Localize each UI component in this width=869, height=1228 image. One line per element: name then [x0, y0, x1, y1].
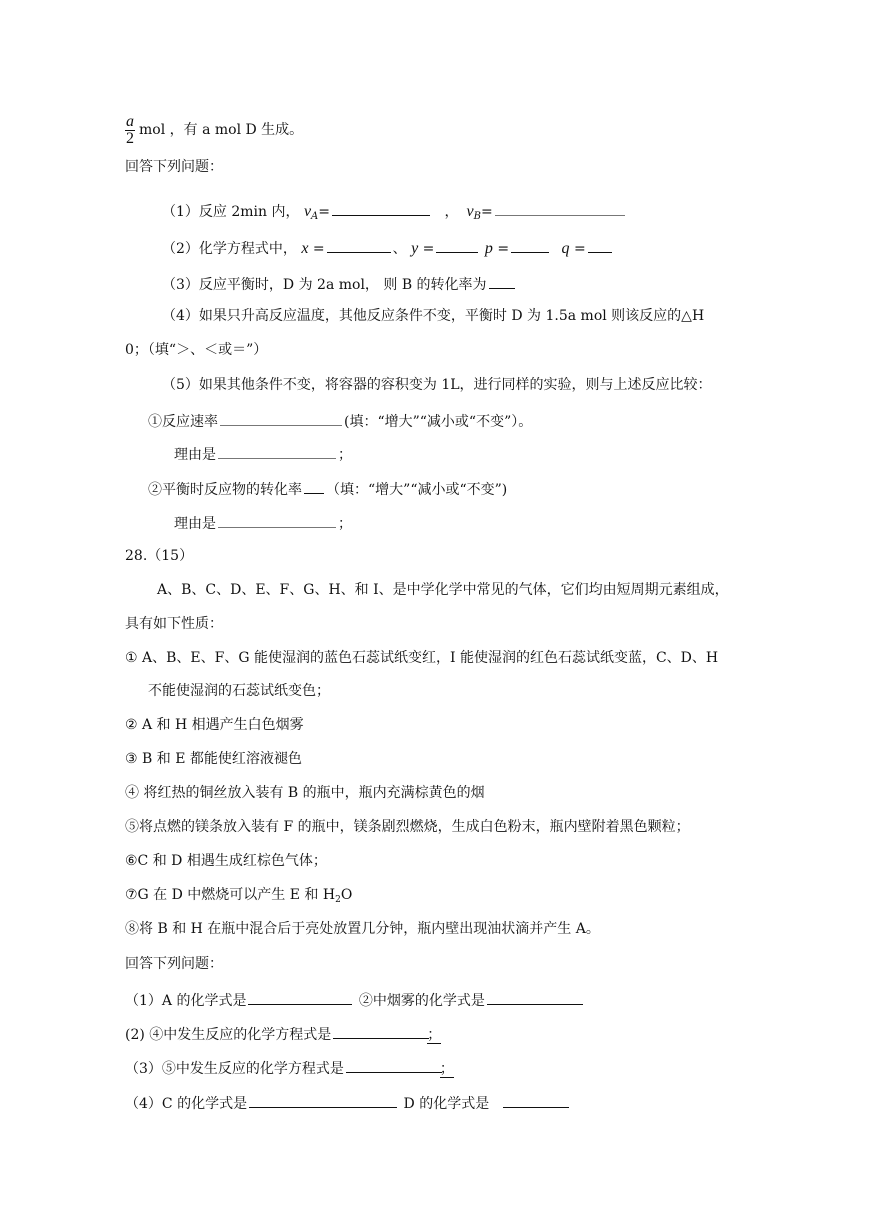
blank-p[interactable] — [511, 236, 549, 253]
blank-x[interactable] — [327, 236, 391, 253]
q28-answer-1-label: （1）A 的化学式是 — [125, 993, 247, 1009]
fraction-line-text: mol ，有 a mol D 生成。 — [139, 122, 304, 138]
equals-sign: = — [492, 241, 510, 257]
q28-answer-1 — [125, 988, 585, 1011]
var-sub-a: A — [311, 211, 319, 222]
semicolon: ； — [439, 1061, 454, 1077]
q28-answer-2 — [125, 1022, 441, 1045]
blank-y[interactable] — [436, 236, 478, 253]
reason-line-2 — [174, 511, 352, 534]
q27-part5: （5）如果其他条件不变，将容器的容积变为 1L，进行同样的实验，则与上述反应比较： — [162, 377, 712, 393]
q28-answer-1-smoke-label: ②中烟雾的化学式是 — [358, 993, 485, 1009]
q27-part1 — [162, 199, 627, 227]
q28-prop-3: ③ B 和 E 都能使红溶液褪色 — [125, 751, 302, 767]
blank-vb[interactable] — [495, 199, 625, 216]
answer-prompt-2: 回答下列问题： — [125, 956, 223, 972]
blank-reaction-rate[interactable] — [220, 409, 342, 426]
q27-part5-2-label: ②平衡时反应物的转化率 — [148, 482, 302, 498]
q27-part4-line2: 0；（填“＞、＜或＝”） — [125, 342, 268, 358]
q27-part5-2-hint: （填：“增大”“减小或“不变”) — [326, 482, 508, 498]
blank-eq-5[interactable] — [346, 1056, 442, 1073]
equals-sign: = — [480, 204, 493, 220]
q28-prop-1-cont: 不能使湿润的石蕊试纸变色； — [148, 683, 330, 699]
var-x: x — [301, 240, 309, 257]
reason-line-1 — [174, 442, 352, 465]
q27-part2 — [162, 236, 614, 259]
semicolon: ； — [338, 516, 352, 532]
q28-answer-4-label: （4）C 的化学式是 — [125, 1096, 248, 1112]
blank-smoke-formula[interactable] — [487, 988, 583, 1005]
q28-prop-1: ① A、B、E、F、G 能使湿润的蓝色石蕊试纸变红，I 能使湿润的红色石蕊试纸变蓝，C、D、H — [125, 650, 719, 666]
q28-prop-6: ⑥C 和 D 相遇生成红棕色气体； — [125, 853, 327, 869]
q27-part3-text: （3）反应平衡时，D 为 2a mol， 则 B 的转化率为 — [162, 277, 487, 293]
q27-part5-1-label: ①反应速率 — [148, 414, 218, 430]
q28-answer-4-d-label: D 的化学式是 — [403, 1096, 490, 1112]
q28-prop-7-text: ⑦G 在 D 中燃烧可以产生 E 和 H — [125, 887, 336, 903]
q27-part4-line1: （4）如果只升高反应温度，其他反应条件不变，平衡时 D 为 1.5a mol 则该反应的△H — [162, 308, 705, 324]
var-y: y — [411, 240, 419, 257]
var-q: q — [561, 240, 570, 257]
var-p: p — [484, 240, 493, 257]
equals-sign: = — [418, 241, 435, 257]
q28-prop-2: ② A 和 H 相遇产生白色烟雾 — [125, 717, 304, 733]
fraction — [125, 114, 135, 147]
blank-conversion-rate[interactable] — [304, 477, 324, 494]
fraction-denominator: 2 — [126, 129, 134, 147]
blank-reason-1[interactable] — [218, 442, 336, 459]
comma: ， — [444, 204, 459, 220]
separator: 、 — [392, 241, 407, 257]
answer-prompt-1: 回答下列问题： — [125, 159, 223, 175]
blank-eq-4[interactable] — [333, 1022, 429, 1039]
equals-sign: = — [569, 241, 586, 257]
q28-answer-3 — [125, 1056, 454, 1079]
q28-intro-2: 具有如下性质： — [125, 616, 223, 632]
q27-part5-1-hint: (填：“增大”“减小或“不变”）。 — [344, 414, 533, 430]
q28-intro-1: A、B、C、D、E、F、G、H、和 I、是中学化学中常见的气体，它们均由短周期元素组成， — [157, 582, 729, 598]
q27-part1-prefix: （1）反应 2min 内， — [162, 204, 300, 220]
reason-label: 理由是 — [174, 516, 216, 532]
reason-label: 理由是 — [174, 447, 216, 463]
q28-prop-5: ⑤将点燃的镁条放入装有 F 的瓶中，镁条剧烈燃烧，生成白色粉末，瓶内壁附着黑色颗粒； — [125, 819, 690, 835]
blank-b-conversion[interactable] — [489, 272, 515, 289]
fraction-numerator: a — [126, 112, 134, 130]
q27-part2-prefix: （2）化学方程式中， — [162, 241, 297, 257]
var-v: v — [466, 203, 474, 220]
q28-prop-4: ④ 将红热的铜丝放入装有 B 的瓶中，瓶内充满棕黄色的烟 — [125, 785, 485, 801]
var-sub-b: B — [473, 211, 481, 222]
blank-va[interactable] — [332, 199, 430, 216]
q28-prop-8: ⑧将 B 和 H 在瓶中混合后于亮处放置几分钟，瓶内壁出现油状滴并产生 A。 — [125, 921, 600, 937]
equals-sign: = — [318, 204, 331, 220]
blank-c-formula[interactable] — [249, 1091, 397, 1108]
q28-prop-7-tail: O — [340, 887, 353, 903]
equals-sign: = — [308, 241, 325, 257]
q28-prop-7 — [125, 885, 352, 910]
semicolon: ； — [427, 1027, 442, 1043]
var-v: v — [303, 203, 312, 220]
fraction-line — [125, 108, 303, 152]
q28-answer-3-label: （3）⑤中发生反应的化学方程式是 — [125, 1061, 344, 1077]
q27-part3 — [162, 272, 517, 295]
blank-d-formula[interactable] — [503, 1091, 569, 1108]
blank-q[interactable] — [588, 236, 612, 253]
q27-part5-2 — [148, 477, 507, 500]
q28-answer-2-label: (2) ④中发生反应的化学方程式是 — [125, 1027, 332, 1043]
q28-header: 28.（15） — [125, 548, 194, 564]
subscript-2: 2 — [335, 895, 341, 905]
q27-part5-1 — [148, 409, 532, 432]
semicolon: ； — [338, 447, 352, 463]
q28-answer-4 — [125, 1091, 571, 1114]
blank-reason-2[interactable] — [218, 511, 336, 528]
blank-a-formula[interactable] — [248, 988, 352, 1005]
